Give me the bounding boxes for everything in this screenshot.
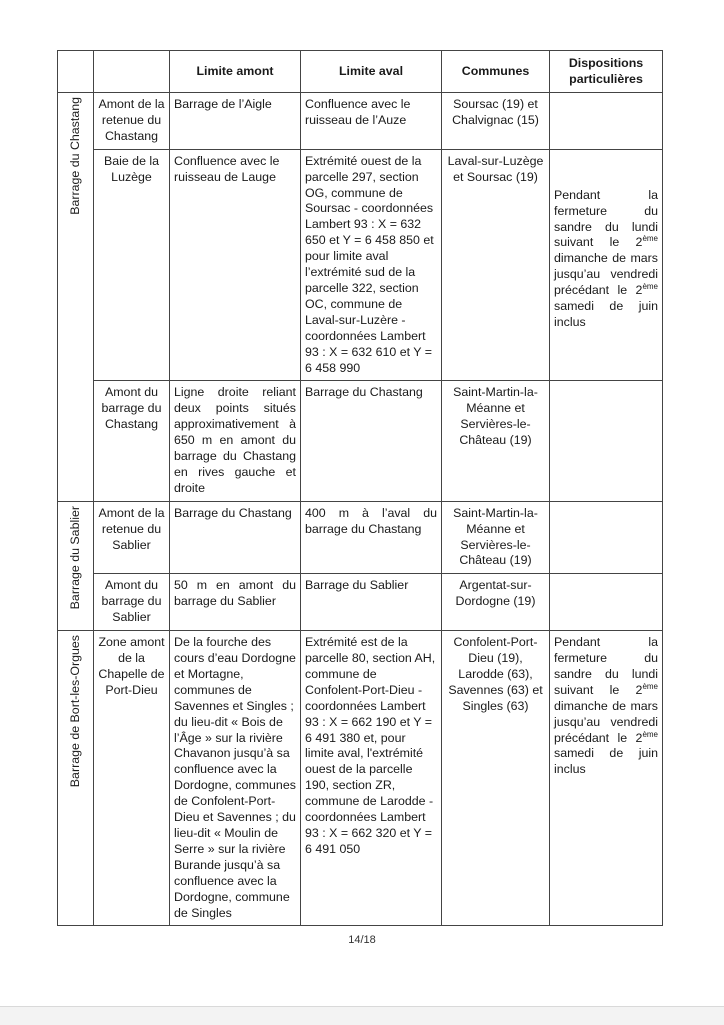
dispositions-text: dimanche de mars jusqu’au vendredi précédant le 2	[554, 698, 658, 745]
dispositions-cell	[550, 501, 663, 574]
section-cell: Amont de la retenue du Chastang	[94, 93, 170, 150]
section-cell: Amont du barrage du Sablier	[94, 574, 170, 631]
header-row	[58, 51, 663, 93]
section-cell: Amont du barrage du Chastang	[94, 381, 170, 501]
regulation-table	[57, 50, 663, 926]
header-dispositions: Dispositions particulières	[550, 51, 663, 93]
group-label: Barrage du Sablier	[67, 505, 82, 610]
dispositions-cell	[550, 631, 663, 926]
superscript: ème	[642, 234, 658, 244]
dispositions-text: Pendant la fermeture du sandre du lundi suivant le 2	[554, 635, 658, 697]
limite-amont-cell: 50 m en amont du barrage du Sablier	[170, 574, 301, 631]
section-cell: Amont de la retenue du Sablier	[94, 501, 170, 574]
table-row	[58, 381, 663, 501]
limite-aval-cell: Extrémité ouest de la parcelle 297, section OG, commune de Soursac - coordonnées Lambert 93 : X = 632 650 et Y = 6 458 850 et pour limite aval l’extrémité sud de la parcelle 322, section OC, commune de Laval-sur-Luzère - coordonnées Lambert 93 : X = 632 610 et Y = 6 458 990	[301, 149, 442, 381]
communes-cell: Saint-Martin-la-Méanne et Servières-le-Château (19)	[442, 501, 550, 574]
superscript: ème	[642, 681, 658, 691]
limite-aval-cell: Barrage du Chastang	[301, 381, 442, 501]
header-empty-1	[58, 51, 94, 93]
header-empty-2	[94, 51, 170, 93]
group-label-cell	[58, 93, 94, 502]
dispositions-text: dimanche de mars jusqu’au vendredi précédant le 2	[554, 251, 658, 298]
dispositions-text: Pendant la fermeture du sandre du lundi suivant le 2	[554, 187, 658, 250]
communes-cell: Soursac (19) et Chalvignac (15)	[442, 93, 550, 150]
section-cell: Baie de la Luzège	[94, 149, 170, 381]
table-row	[58, 501, 663, 574]
group-label: Barrage du Chastang	[67, 97, 82, 215]
communes-cell: Argentat-sur-Dordogne (19)	[442, 574, 550, 631]
limite-amont-cell: Ligne droite reliant deux points situés approximativement à 650 m en amont du barrage du Chastang en rives gauche et droite	[170, 381, 301, 501]
table-row	[58, 149, 663, 381]
limite-amont-cell: Barrage de l’Aigle	[170, 93, 301, 150]
dispositions-cell	[550, 149, 663, 381]
table-row	[58, 574, 663, 631]
communes-cell: Confolent-Port-Dieu (19), Larodde (63), Savennes (63) et Singles (63)	[442, 631, 550, 926]
section-cell: Zone amont de la Chapelle de Port-Dieu	[94, 631, 170, 926]
limite-aval-cell: 400 m à l’aval du barrage du Chastang	[301, 501, 442, 574]
dispositions-cell	[550, 93, 663, 150]
limite-aval-cell: Confluence avec le ruisseau de l’Auze	[301, 93, 442, 150]
superscript: ème	[642, 729, 658, 739]
communes-cell: Saint-Martin-la-Méanne et Servières-le-Château (19)	[442, 381, 550, 501]
limite-amont-cell: De la fourche des cours d’eau Dordogne et Mortagne, communes de Savennes et Singles ; du lieu-dit « Bois de l’Âge » sur la rivière Chavanon jusqu’à sa confluence avec la Dordogne, communes de Confolent-Port-Dieu et Savennes ; du lieu-dit « Moulin de Serre » sur la rivière Burande jusqu’à sa confluence avec la Dordogne, commune de Singles	[170, 631, 301, 926]
page-bottom-edge	[0, 1006, 724, 1025]
limite-aval-cell: Extrémité est de la parcelle 80, section AH, commune de Confolent-Port-Dieu - coordonnées Lambert 93 : X = 662 190 et Y = 6 491 380 et, pour limite aval, l'extrémité ouest de la parcelle 190, section ZR, commune de Larodde - coordonnées Lambert 93 : X = 662 320 et Y = 6 491 050	[301, 631, 442, 926]
table-row	[58, 93, 663, 150]
dispositions-text: samedi de juin inclus	[554, 299, 658, 329]
superscript: ème	[642, 282, 658, 292]
limite-amont-cell: Barrage du Chastang	[170, 501, 301, 574]
limite-aval-cell: Barrage du Sablier	[301, 574, 442, 631]
limite-amont-cell: Confluence avec le ruisseau de Lauge	[170, 149, 301, 381]
header-communes: Communes	[442, 51, 550, 93]
dispositions-text: samedi de juin inclus	[554, 746, 658, 777]
group-label-cell	[58, 501, 94, 630]
page-number: 14/18	[348, 934, 376, 946]
table-row	[58, 631, 663, 926]
communes-cell: Laval-sur-Luzège et Soursac (19)	[442, 149, 550, 381]
group-label: Barrage de Bort-les-Orgues	[67, 635, 82, 788]
dispositions-cell	[550, 574, 663, 631]
header-limite-amont: Limite amont	[170, 51, 301, 93]
group-label-cell	[58, 631, 94, 926]
dispositions-cell	[550, 381, 663, 501]
header-limite-aval: Limite aval	[301, 51, 442, 93]
